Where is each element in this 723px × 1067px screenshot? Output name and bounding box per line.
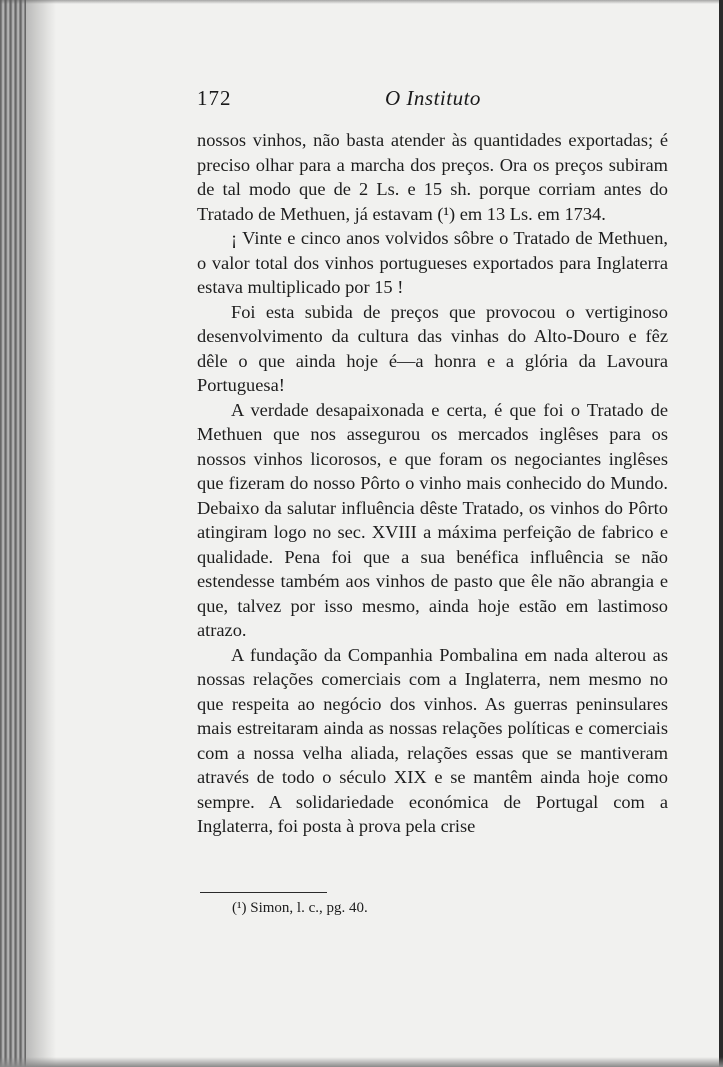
binding-shadow <box>26 0 56 1067</box>
paragraph: ¡ Vinte e cinco anos volvidos sôbre o Tratado de Methuen, o valor total dos vinhos portugueses exportados para Inglaterra estava multiplicado por 15 ! <box>197 228 668 297</box>
page-binding-edge <box>0 0 26 1067</box>
body-text <box>197 128 668 839</box>
page-right-edge <box>719 0 723 1067</box>
page-number: 172 <box>197 86 232 110</box>
running-title: O Instituto <box>385 86 481 110</box>
paragraph: Foi esta subida de preços que provocou o vertiginoso desenvolvimento da cultura das vinhas do Alto-Douro e fêz dêle o que ainda hoje é—a honra e a glória da Lavoura Portuguesa! <box>197 301 668 395</box>
footnote: (¹) Simon, l. c., pg. 40. <box>232 900 368 916</box>
page-top-edge <box>0 0 723 4</box>
paragraph: A verdade desapaixonada e certa, é que foi o Tratado de Methuen que nos assegurou os mercados inglêses para os nossos vinhos licorosos, e que foram os negociantes inglêses que fizeram do nosso Pôrto o vinho mais conhecido do Mundo. Debaixo da salutar influência dêste Tratado, os vinhos do Pôrto atingiram logo no sec. XVIII a máxima perfeição de fabrico e qualidade. Pena foi que a sua benéfica influência se não estendesse também aos vinhos de pasto que êle não abrangia e que, talvez por isso mesmo, ainda hoje estão em lastimoso atrazo. <box>197 399 668 640</box>
footnote-divider <box>200 892 327 893</box>
page-header <box>197 86 668 116</box>
paragraph: A fundação da Companhia Pombalina em nada alterou as nossas relações comerciais com a Inglaterra, nem mesmo no que respeita ao negócio dos vinhos. As guerras peninsulares mais estreitaram ainda as nossas relações políticas e comerciais com a nossa velha aliada, relações essas que se mantiveram através de todo o século XIX e se mantêm ainda hoje como sempre. A solidariedade económica de Portugal com a Inglaterra, foi posta à prova pela crise <box>197 644 668 836</box>
page-bottom-edge <box>0 1057 723 1067</box>
paragraph: nossos vinhos, não basta atender às quantidades exportadas; é preciso olhar para a marcha dos preços. Ora os preços subiram de tal modo que de 2 Ls. e 15 sh. porque corriam antes do Tratado de Methuen, já estavam (¹) em 13 Ls. em 1734. <box>197 130 668 224</box>
